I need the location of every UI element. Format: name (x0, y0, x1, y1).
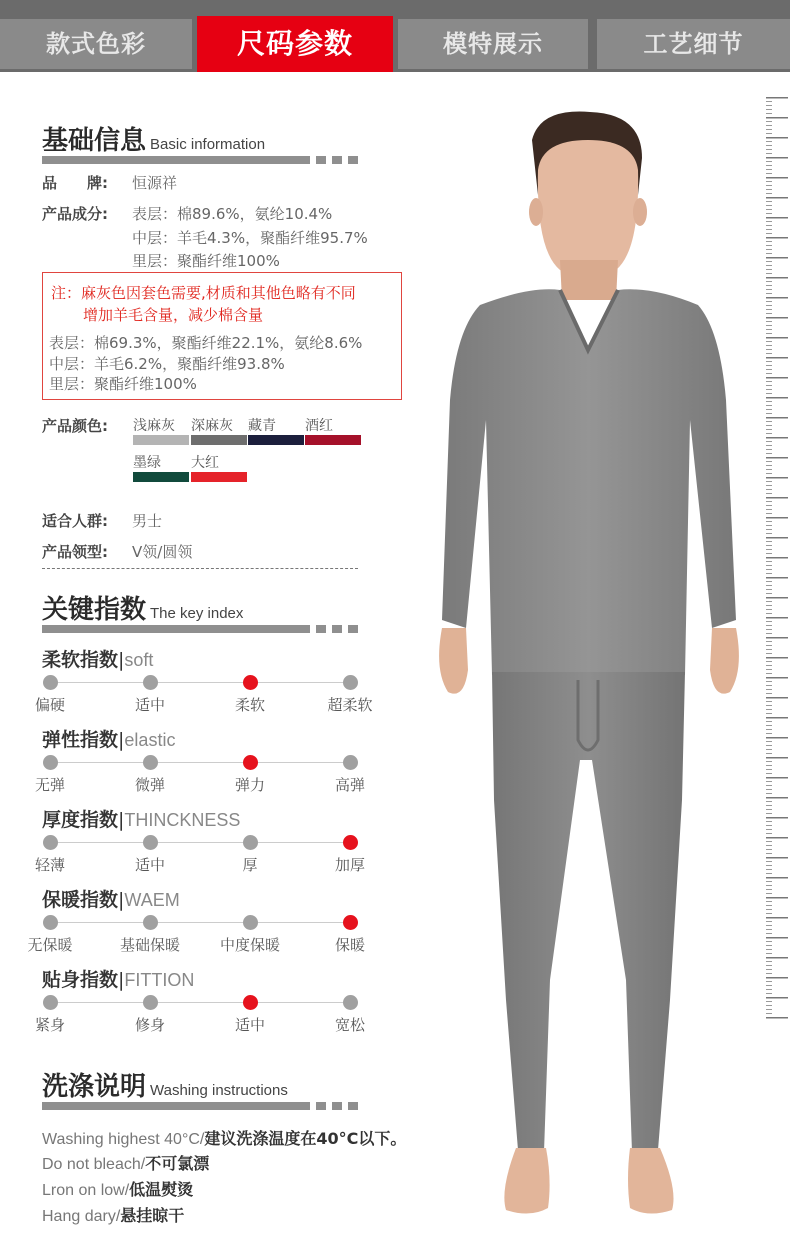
index-option-label: 无弹 (34, 776, 65, 794)
wash-item-en: Hang dary/ (42, 1208, 121, 1225)
note-gray-line: 中层：羊毛6.2%，聚酯纤维93.8% (49, 355, 285, 373)
wash-item-en: Washing highest 40°C/ (42, 1131, 205, 1148)
index-option-label: 柔软 (234, 696, 265, 714)
swatch-dark-green[interactable] (133, 472, 189, 482)
index-title: 保暖指数|WAEM (42, 889, 180, 911)
index-name: 保暖指数 (42, 889, 119, 911)
divider (42, 568, 358, 569)
ruler-major-ticks (766, 97, 788, 1019)
people-label: 适合人群: (42, 512, 108, 530)
index-option-label: 轻薄 (34, 856, 65, 874)
swatch-name: 大红 (191, 455, 219, 471)
model-photo (420, 100, 755, 1230)
note-red-line: 注：麻灰色因套色需要,材质和其他色略有不同 (51, 284, 356, 302)
index-dot[interactable] (143, 755, 158, 770)
wash-item (42, 1177, 193, 1200)
brand-label: 品 牌: (42, 174, 108, 192)
index-option-label: 紧身 (34, 1016, 65, 1034)
index-dot[interactable] (43, 915, 58, 930)
composition-label: 产品成分: (42, 205, 108, 223)
composition-line: 表层：棉89.6%，氨纶10.4% (132, 205, 333, 223)
note-red-line: 增加羊毛含量，减少棉含量 (83, 306, 264, 324)
wash-item-cn: 悬挂晾干 (120, 1206, 185, 1225)
basic-info-bar (42, 156, 310, 164)
key-index-bar (42, 625, 310, 633)
swatch-red[interactable] (191, 472, 247, 482)
swatch-name: 墨绿 (133, 455, 161, 471)
bar-square (332, 625, 342, 633)
index-dot[interactable] (143, 915, 158, 930)
wash-item (42, 1151, 209, 1174)
index-dot-selected[interactable] (243, 995, 258, 1010)
washing-title: 洗涤说明 (42, 1072, 147, 1102)
key-index-header (42, 589, 243, 626)
index-dot[interactable] (43, 675, 58, 690)
swatch-name: 藏青 (248, 418, 276, 434)
key-index-subtitle: The key index (150, 605, 244, 622)
index-dot[interactable] (43, 835, 58, 850)
index-option-label: 适中 (234, 1016, 265, 1034)
pants-shape (492, 672, 685, 1152)
composition-row (42, 203, 332, 224)
wash-item-en: Do not bleach/ (42, 1156, 146, 1173)
index-dot[interactable] (43, 755, 58, 770)
people-value: 男士 (132, 512, 163, 530)
bar-square (316, 1102, 326, 1110)
note-gray-line: 表层：棉69.3%，聚酯纤维22.1%，氨纶8.6% (49, 334, 363, 352)
index-en: soft (124, 650, 154, 670)
swatch-navy[interactable] (248, 435, 304, 445)
index-title: 贴身指数|FITTION (42, 969, 195, 991)
index-option-label: 厚 (242, 856, 258, 874)
index-dot[interactable] (243, 835, 258, 850)
index-title: 厚度指数|THINCKNESS (42, 809, 241, 831)
wash-item (42, 1203, 184, 1226)
swatch-wine-red[interactable] (305, 435, 361, 445)
color-label: 产品颜色: (42, 417, 108, 435)
index-dot[interactable] (243, 915, 258, 930)
index-option-label: 高弹 (334, 776, 365, 794)
washing-bar (42, 1102, 310, 1110)
swatch-name: 浅麻灰 (133, 418, 175, 434)
washing-header (42, 1066, 288, 1103)
wash-item-cn: 建议洗涤温度在40°C以下。 (204, 1129, 407, 1148)
bar-square (316, 625, 326, 633)
tab-craft-detail[interactable]: 工艺细节 (597, 19, 790, 69)
washing-subtitle: Washing instructions (150, 1082, 288, 1099)
index-title: 弹性指数|elastic (42, 729, 176, 751)
index-option-label: 弹力 (234, 776, 265, 794)
index-scale-line (50, 922, 350, 923)
neck-shape (560, 260, 618, 300)
foot-shape (504, 1148, 549, 1214)
index-dot-selected[interactable] (343, 835, 358, 850)
index-scale-line (50, 682, 350, 683)
index-option-label: 宽松 (334, 1016, 365, 1034)
wash-item-cn: 不可氯漂 (145, 1154, 210, 1173)
basic-info-subtitle: Basic information (150, 136, 266, 153)
index-option-label: 无保暖 (27, 936, 73, 954)
index-dot[interactable] (143, 835, 158, 850)
tab-size-params[interactable]: 尺码参数 (197, 16, 393, 72)
index-option-label: 中度保暖 (219, 936, 280, 954)
collar-value: V领/圆领 (132, 543, 193, 561)
index-option-label: 修身 (134, 1016, 165, 1034)
composition-line: 里层：聚酯纤维100% (132, 252, 280, 270)
index-scale-line (50, 842, 350, 843)
note-gray-line: 里层：聚酯纤维100% (49, 375, 197, 393)
index-option-label: 基础保暖 (119, 936, 180, 954)
index-scale-line (50, 762, 350, 763)
index-en: THINCKNESS (124, 810, 241, 830)
top-tab-bar (0, 0, 790, 72)
foot-shape (628, 1148, 674, 1214)
index-dot[interactable] (43, 995, 58, 1010)
index-option-label: 保暖 (334, 936, 365, 954)
brand-value: 恒源祥 (132, 174, 178, 192)
bar-square (332, 156, 342, 164)
basic-info-header (42, 120, 265, 157)
index-option-label: 超柔软 (327, 696, 373, 714)
index-option-label: 偏硬 (34, 696, 65, 714)
index-option-label: 加厚 (334, 856, 365, 874)
ear-shape (529, 198, 543, 226)
bar-square (348, 1102, 358, 1110)
hand-shape (439, 628, 468, 694)
tab-model-show[interactable]: 模特展示 (398, 19, 588, 69)
index-name: 弹性指数 (42, 729, 119, 751)
index-dot-selected[interactable] (243, 755, 258, 770)
swatch-light-gray[interactable] (133, 435, 189, 445)
bar-square (348, 625, 358, 633)
swatch-name: 酒红 (305, 418, 333, 434)
index-name: 厚度指数 (42, 809, 119, 831)
index-option-label: 适中 (134, 696, 165, 714)
people-row (42, 510, 162, 531)
index-dot-selected[interactable] (243, 675, 258, 690)
swatch-dark-gray[interactable] (191, 435, 247, 445)
index-scale-line (50, 1002, 350, 1003)
index-name: 柔软指数 (42, 649, 119, 671)
material-note-box (42, 272, 402, 400)
bar-square (316, 156, 326, 164)
index-en: elastic (124, 730, 176, 750)
index-name: 贴身指数 (42, 969, 119, 991)
bar-square (348, 156, 358, 164)
index-dot[interactable] (343, 995, 358, 1010)
tab-style-color[interactable]: 款式色彩 (0, 19, 192, 69)
wash-item-en: Lron on low/ (42, 1182, 130, 1199)
index-dot[interactable] (143, 675, 158, 690)
color-row (42, 415, 108, 436)
collar-row (42, 541, 192, 562)
index-en: WAEM (124, 890, 180, 910)
wash-item (42, 1126, 406, 1149)
index-dot-selected[interactable] (343, 915, 358, 930)
swatch-name: 深麻灰 (191, 418, 233, 434)
basic-info-title: 基础信息 (42, 126, 147, 156)
composition-line: 中层：羊毛4.3%，聚酯纤维95.7% (132, 229, 368, 247)
ear-shape (633, 198, 647, 226)
index-dot[interactable] (343, 755, 358, 770)
head-shape (538, 140, 638, 279)
index-dot[interactable] (343, 675, 358, 690)
index-en: FITTION (124, 970, 195, 990)
bar-square (332, 1102, 342, 1110)
index-dot[interactable] (143, 995, 158, 1010)
brand-row (42, 172, 177, 193)
collar-label: 产品领型: (42, 543, 108, 561)
key-index-title: 关键指数 (42, 595, 147, 625)
index-title: 柔软指数|soft (42, 649, 154, 671)
hand-shape (710, 628, 739, 694)
index-option-label: 微弹 (134, 776, 165, 794)
wash-item-cn: 低温熨烫 (129, 1180, 194, 1199)
index-option-label: 适中 (134, 856, 165, 874)
